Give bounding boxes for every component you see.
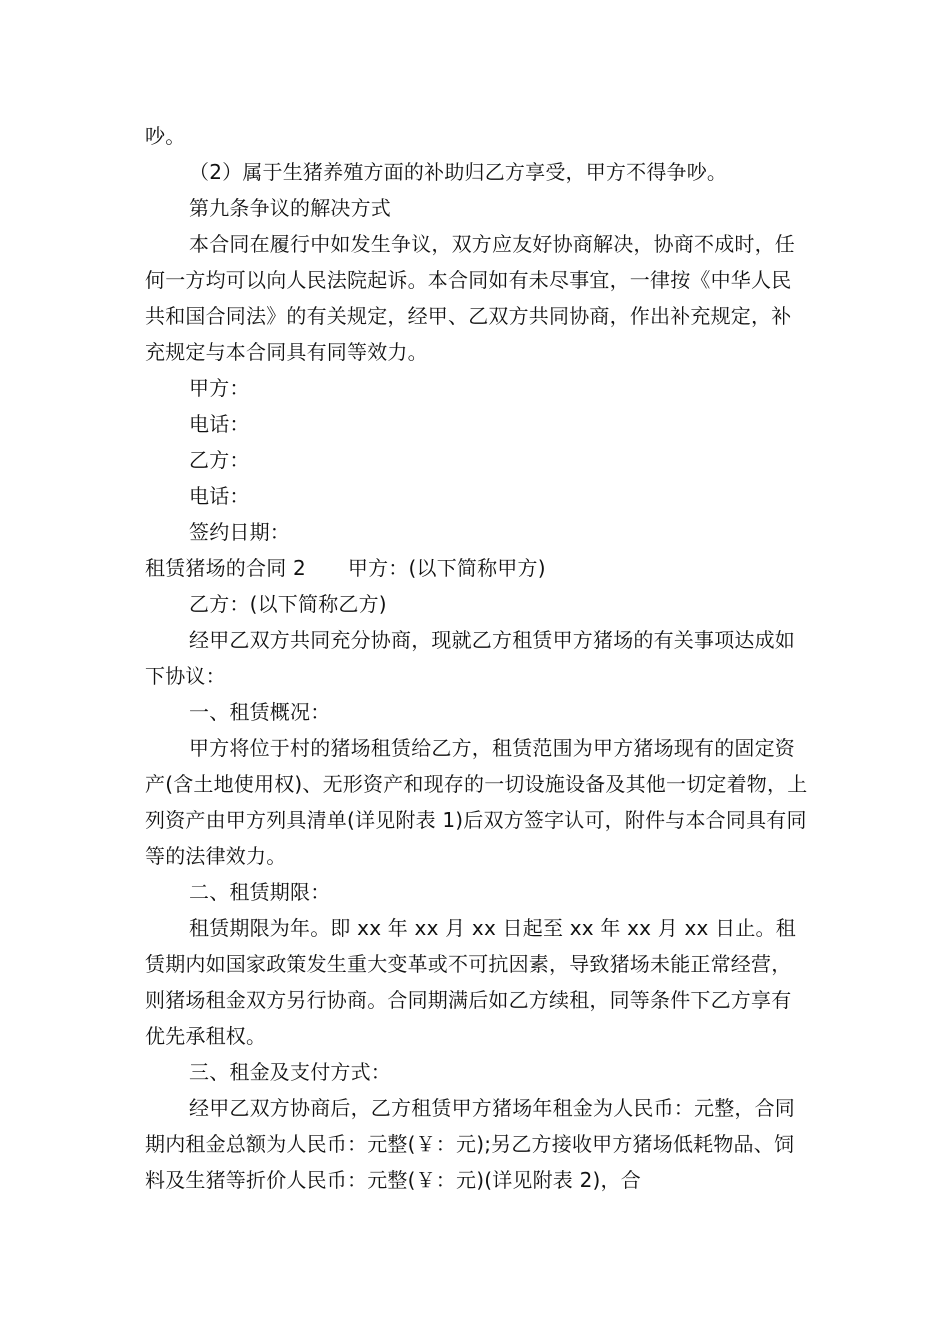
signature-party-a: 甲方： bbox=[189, 376, 250, 400]
signature-date: 签约日期： bbox=[189, 520, 290, 544]
contract-2-title: 租赁猪场的合同 2 bbox=[145, 556, 306, 580]
contract-2-intro: 经甲乙双方共同充分协商，现就乙方租赁甲方猪场的有关事项达成如下协议： bbox=[145, 628, 795, 688]
section-heading-rent-payment: 三、租金及支付方式： bbox=[189, 1060, 391, 1084]
contract-2-heading-line bbox=[145, 550, 810, 586]
paragraph-dispute-resolution: 本合同在履行中如发生争议，双方应友好协商解决，协商不成时，任何一方均可以向人民法院起诉。本合同如有未尽事宜，一律按《中华人民共和国合同法》的有关规定，经甲、乙双方共同协商，作出补充规定，补充规定与本合同具有同等效力。 bbox=[145, 232, 795, 364]
signature-phone-b: 电话： bbox=[189, 484, 250, 508]
paragraph-2: （2）属于生猪养殖方面的补助归乙方享受，甲方不得争吵。 bbox=[189, 160, 728, 184]
contract-2-party-a: 甲方：(以下简称甲方) bbox=[347, 556, 546, 580]
document-body bbox=[145, 118, 810, 1198]
contract-2-party-b: 乙方：(以下简称乙方) bbox=[189, 592, 387, 616]
signature-party-b: 乙方： bbox=[189, 448, 250, 472]
section-heading-lease-overview: 一、租赁概况： bbox=[189, 700, 331, 724]
signature-phone-a: 电话： bbox=[189, 412, 250, 436]
section-heading-article-9: 第九条争议的解决方式 bbox=[189, 196, 391, 220]
paragraph-lease-term: 租赁期限为年。即 xx 年 xx 月 xx 日起至 xx 年 xx 月 xx 日止。租赁期内如国家政策发生重大变革或不可抗因素，导致猪场未能正常经营，则猪场租金双方另行协商。合同期满后如乙方续租，同等条件下乙方享有优先承租权。 bbox=[145, 916, 796, 1048]
paragraph-1: 吵。 bbox=[145, 124, 186, 148]
section-heading-lease-term: 二、租赁期限： bbox=[189, 880, 331, 904]
paragraph-rent-payment: 经甲乙双方协商后，乙方租赁甲方猪场年租金为人民币：元整，合同期内租金总额为人民币：元整(￥：元);另乙方接收甲方猪场低耗物品、饲料及生猪等折价人民币：元整(￥：元)(详见附表 2)，合 bbox=[145, 1096, 795, 1192]
paragraph-lease-overview: 甲方将位于村的猪场租赁给乙方，租赁范围为甲方猪场现有的固定资产(含土地使用权)、无形资产和现存的一切设施设备及其他一切定着物，上列资产由甲方列具清单(详见附表 1)后双方签字认可，附件与本合同具有同等的法律效力。 bbox=[145, 736, 808, 868]
